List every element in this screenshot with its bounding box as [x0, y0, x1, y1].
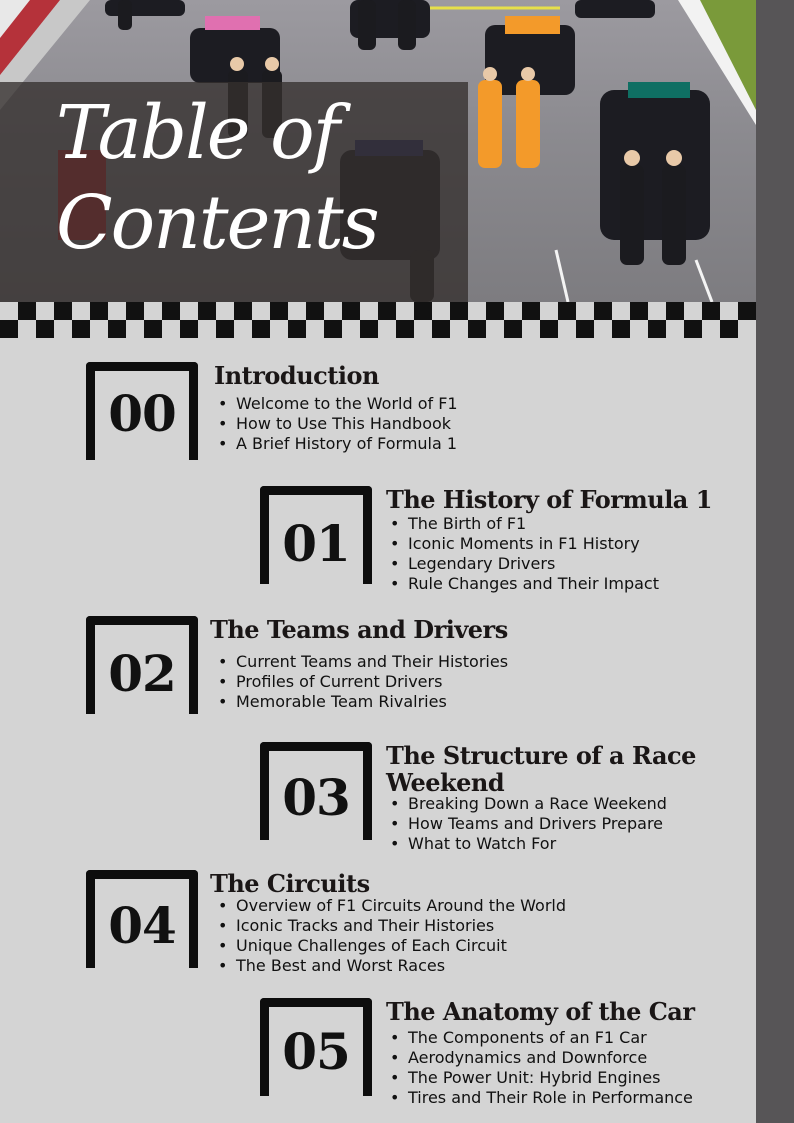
- page-title-line1: Table of: [56, 90, 339, 176]
- list-item: • Aerodynamics and Downforce: [386, 1048, 693, 1068]
- list-item: • Memorable Team Rivalries: [214, 692, 508, 712]
- checkered-flag-strip: [0, 302, 756, 338]
- right-side-bar: [756, 0, 794, 1123]
- page-title-line2: Contents: [56, 180, 378, 266]
- list-item: • The Components of an F1 Car: [386, 1028, 693, 1048]
- list-item: • How to Use This Handbook: [214, 414, 458, 434]
- section-items: [214, 652, 508, 712]
- section-items: [386, 794, 667, 854]
- section-items: [214, 896, 566, 976]
- section-number: 05: [282, 1022, 350, 1081]
- hero-photo: [0, 0, 756, 302]
- section-title: [386, 742, 696, 796]
- list-item: • Welcome to the World of F1: [214, 394, 458, 414]
- section-title: The Teams and Drivers: [210, 615, 508, 644]
- list-item: • The Power Unit: Hybrid Engines: [386, 1068, 693, 1088]
- list-item: • Iconic Tracks and Their Histories: [214, 916, 566, 936]
- section-items: [386, 514, 659, 594]
- section-title-line2: Weekend: [386, 768, 505, 797]
- list-item: • Rule Changes and Their Impact: [386, 574, 659, 594]
- list-item: • Legendary Drivers: [386, 554, 659, 574]
- section-title: Introduction: [214, 361, 379, 390]
- list-item: • Unique Challenges of Each Circuit: [214, 936, 566, 956]
- section-title: The Circuits: [210, 869, 370, 898]
- section-number: 02: [108, 644, 176, 703]
- list-item: • Tires and Their Role in Performance: [386, 1088, 693, 1108]
- list-item: • Breaking Down a Race Weekend: [386, 794, 667, 814]
- list-item: • Overview of F1 Circuits Around the World: [214, 896, 566, 916]
- section-title: The History of Formula 1: [386, 485, 712, 514]
- section-title-line1: The Structure of a Race: [386, 741, 696, 770]
- section-items: [386, 1028, 693, 1108]
- list-item: • How Teams and Drivers Prepare: [386, 814, 667, 834]
- list-item: • Current Teams and Their Histories: [214, 652, 508, 672]
- section-number: 03: [282, 768, 350, 827]
- list-item: • A Brief History of Formula 1: [214, 434, 458, 454]
- section-number: 00: [108, 384, 176, 443]
- list-item: • Profiles of Current Drivers: [214, 672, 508, 692]
- section-number: 01: [282, 514, 350, 573]
- list-item: • Iconic Moments in F1 History: [386, 534, 659, 554]
- list-item: • What to Watch For: [386, 834, 667, 854]
- page-title: [56, 88, 378, 268]
- section-items: [214, 394, 458, 454]
- list-item: • The Birth of F1: [386, 514, 659, 534]
- section-title: The Anatomy of the Car: [386, 997, 695, 1026]
- list-item: • The Best and Worst Races: [214, 956, 566, 976]
- section-number: 04: [108, 896, 176, 955]
